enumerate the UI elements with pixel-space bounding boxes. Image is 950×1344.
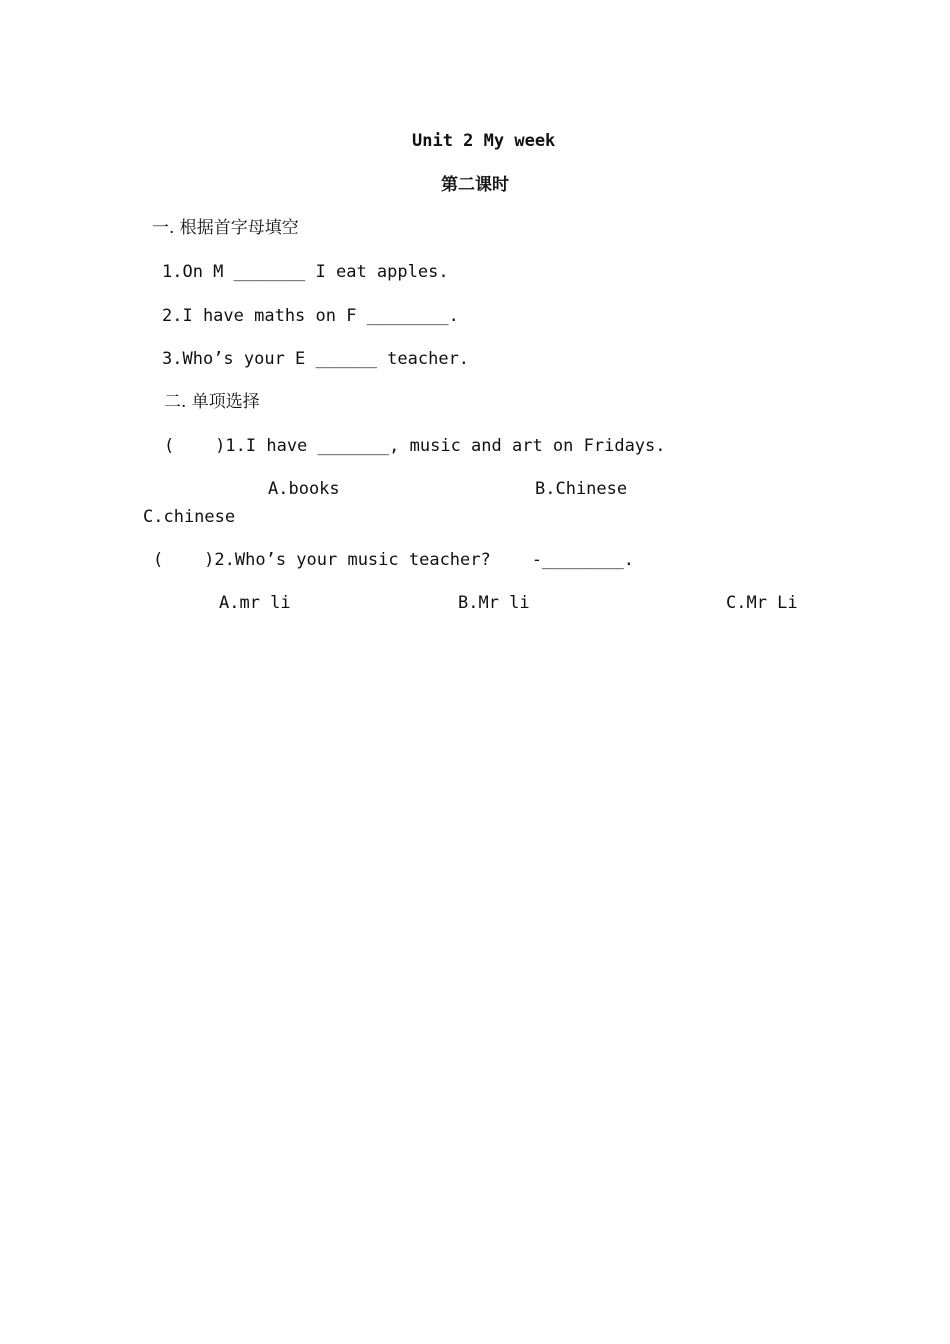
q2-option-a: A.mr li [219,593,291,613]
lesson-subtitle: 第二课时 [441,175,509,195]
q1-option-a: A.books [268,479,340,499]
section1-heading: 一. 根据首字母填空 [152,218,299,238]
fill-blank-item-2: 2.I have maths on F ________. [162,306,459,326]
section2-heading: 二. 单项选择 [164,392,260,412]
choice-question-2: ( )2.Who’s your music teacher? -________. [153,550,635,570]
q2-option-c: C.Mr Li [726,593,798,613]
document-title: Unit 2 My week [412,131,556,151]
q2-option-b: B.Mr li [458,593,530,613]
q1-option-c: C.chinese [143,507,236,527]
fill-blank-item-3: 3.Who’s your E ______ teacher. [162,349,470,369]
fill-blank-item-1: 1.On M _______ I eat apples. [162,262,449,282]
choice-question-1: ( )1.I have _______, music and art on Fridays. [164,436,666,456]
q1-option-b: B.Chinese [535,479,628,499]
